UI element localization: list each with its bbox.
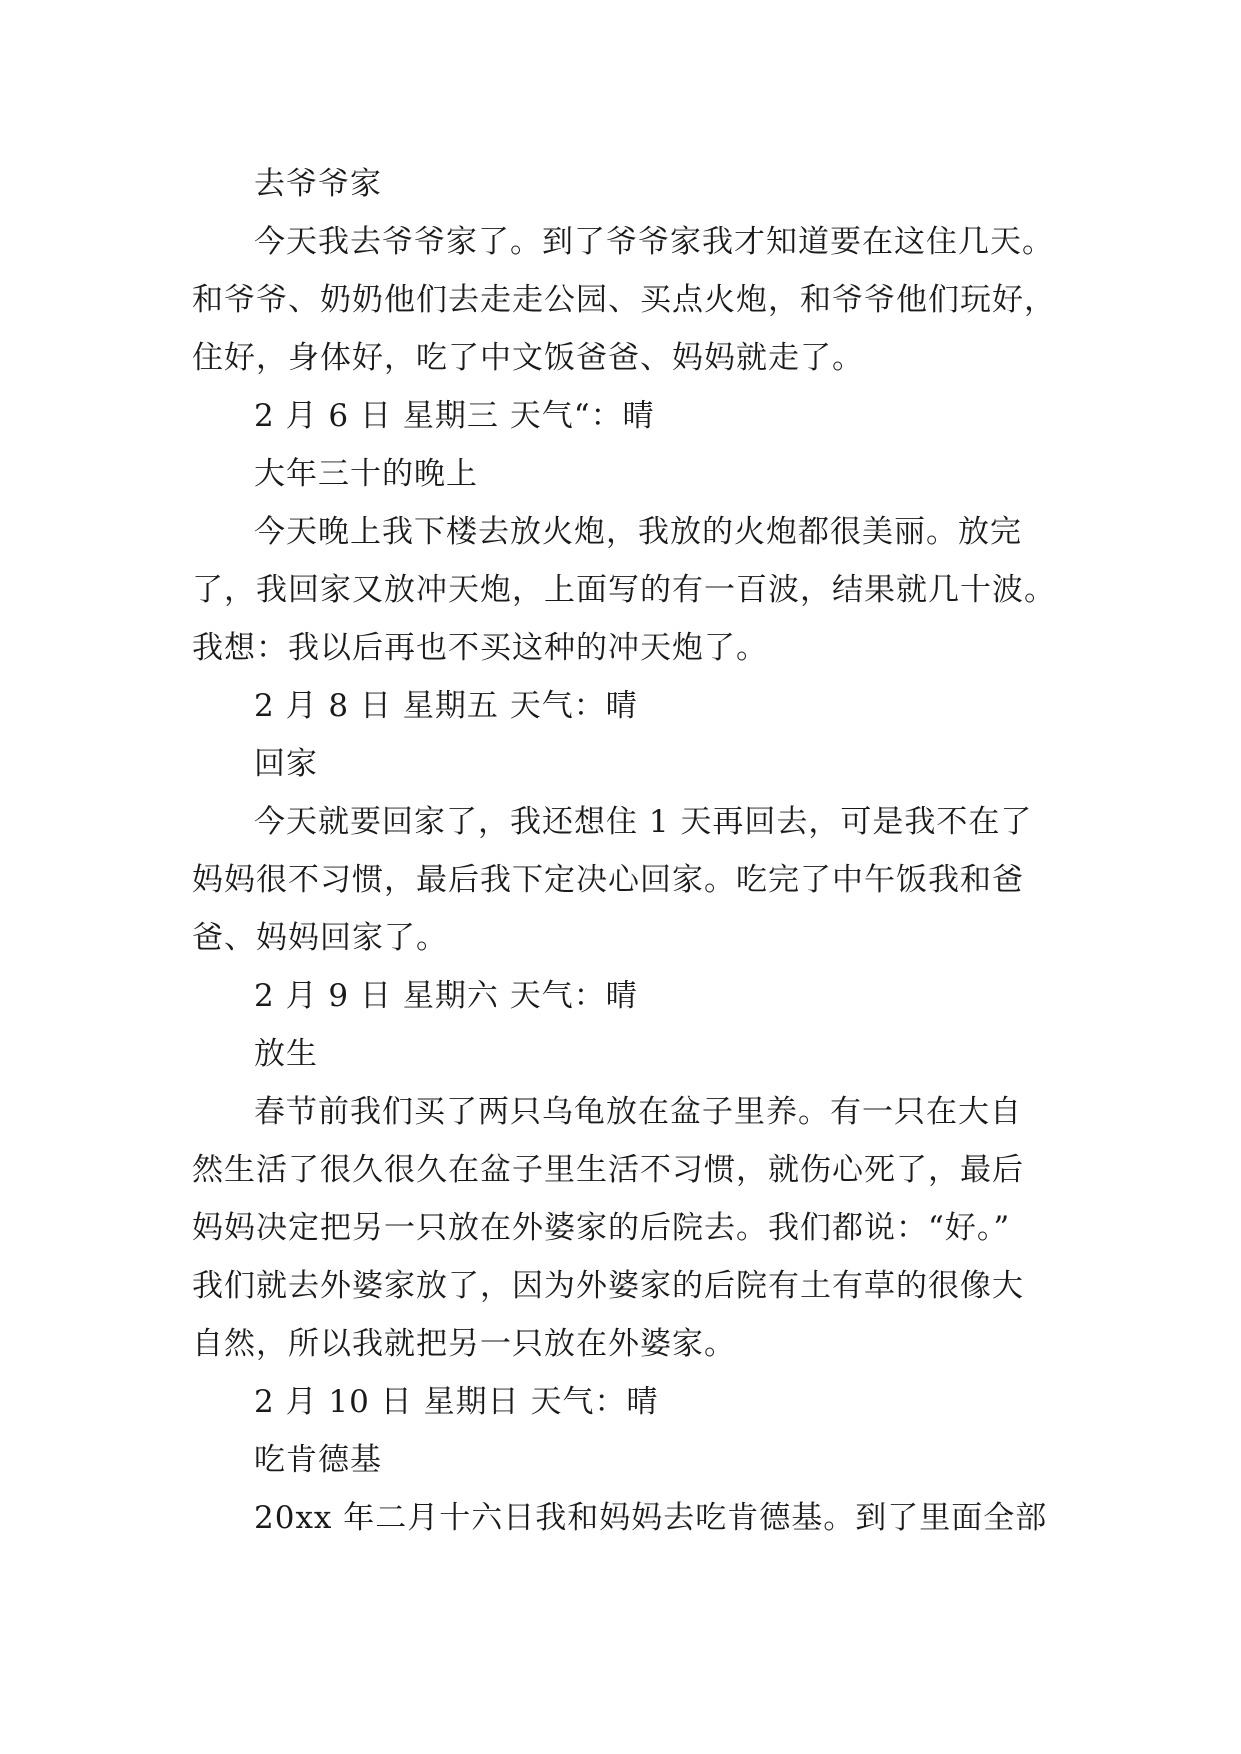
paragraph-line: 自然，所以我就把另一只放在外婆家。: [192, 1326, 736, 1362]
paragraph-line: 妈妈决定把另一只放在外婆家的后院去。我们都说：“好。”: [192, 1210, 1011, 1246]
heading-go-home: 回家: [254, 746, 318, 782]
paragraph-line: 和爷爷、奶奶他们去走走公园、买点火炮，和爷爷他们玩好，: [192, 282, 1056, 318]
paragraph-line: 妈妈很不习惯，最后我下定决心回家。吃完了中午饭我和爸: [192, 862, 1024, 898]
paragraph-line: 然生活了很久很久在盆子里生活不习惯，就伤心死了，最后: [192, 1152, 1024, 1188]
date-line: 2 月 6 日 星期三 天气“：晴: [254, 398, 655, 434]
paragraph-line: 我们就去外婆家放了，因为外婆家的后院有土有草的很像大: [192, 1268, 1024, 1304]
paragraph-line: 春节前我们买了两只乌龟放在盆子里养。有一只在大自: [254, 1094, 1022, 1130]
date-line: 2 月 10 日 星期日 天气：晴: [254, 1384, 659, 1420]
paragraph-line: 我想：我以后再也不买这种的冲天炮了。: [192, 630, 768, 666]
paragraph-line: 今天我去爷爷家了。到了爷爷家我才知道要在这住几天。: [254, 224, 1054, 260]
heading-visit-grandpa: 去爷爷家: [254, 166, 382, 202]
paragraph-line: 住好，身体好，吃了中文饭爸爸、妈妈就走了。: [192, 340, 864, 376]
heading-new-years-eve: 大年三十的晚上: [254, 456, 478, 492]
date-line: 2 月 8 日 星期五 天气：晴: [254, 688, 638, 724]
heading-kfc: 吃肯德基: [254, 1442, 382, 1478]
paragraph-line: 今天晚上我下楼去放火炮，我放的火炮都很美丽。放完: [254, 514, 1022, 550]
heading-release: 放生: [254, 1036, 318, 1072]
date-line: 2 月 9 日 星期六 天气：晴: [254, 978, 638, 1014]
paragraph-line: 了，我回家又放冲天炮，上面写的有一百波，结果就几十波。: [192, 572, 1056, 608]
paragraph-line: 爸、妈妈回家了。: [192, 920, 448, 956]
paragraph-line: 20xx 年二月十六日我和妈妈去吃肯德基。到了里面全部: [254, 1500, 1048, 1536]
paragraph-line: 今天就要回家了，我还想住 1 天再回去，可是我不在了: [254, 804, 1033, 840]
